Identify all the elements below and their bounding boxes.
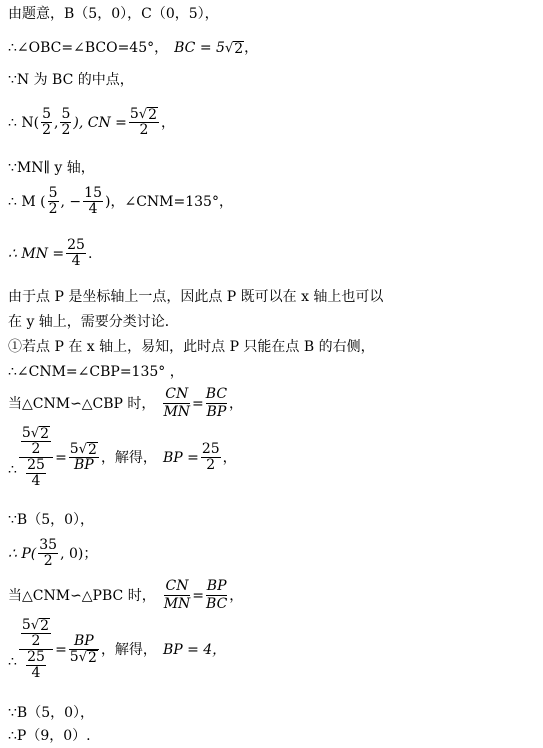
- fraction: BP BC: [206, 578, 228, 612]
- bc-length-label: BC = 5: [174, 40, 225, 56]
- point-n-label: ∴ N(: [8, 114, 40, 131]
- analysis-text-continued: 在 y 轴上，需要分类讨论．: [8, 314, 179, 330]
- fraction: BP 5 √ 2: [69, 633, 97, 666]
- fraction: $\frac{5}{2}$: [48, 185, 58, 217]
- fraction: 5 √ 2 BP: [69, 441, 97, 473]
- line-6: ∴ M ( $\frac{5}{2}$ , − $\frac{15}{4}$ )，∠CNM=135°，: [8, 185, 233, 217]
- line-11: [8, 362, 184, 382]
- line-12: 当△CNM∽△CBP 时， CN MN = BC BP ，: [8, 386, 244, 420]
- fraction: BC BP: [205, 386, 228, 420]
- fraction: $\frac{15}{4}$: [84, 185, 102, 217]
- line-14: [8, 510, 94, 530]
- line-1-text: 由题意，B（5，0），C（0，5），: [8, 6, 219, 22]
- line-2: ∴∠OBC=∠BCO=45°， BC = 5 √ 2 ，: [8, 40, 259, 57]
- line-7: ∴ MN = $\frac{25}{4}$ .: [8, 237, 93, 269]
- line-16: 当△CNM∽△PBC 时， CN MN = BP BC ，: [8, 578, 244, 612]
- line-15: ∴ P( $\frac{35}{2}$ , 0)；: [8, 537, 98, 569]
- fraction: CN MN: [163, 386, 191, 420]
- line-9: [8, 312, 179, 332]
- line-13: ∴ 5 √ 2 2 $\frac{25}{4}$ = 5 √ 2 BP ，解得， BP = $\frac{25}{2}$ ，: [8, 425, 237, 489]
- point-p-result: ∴ P(: [8, 545, 37, 562]
- fraction: $\frac{5}{2}$: [61, 106, 71, 138]
- case-one-heading: ①若点 P 在 x 轴上，易知，此时点 P 只能在点 B 的右侧，: [8, 339, 375, 355]
- line-8: [8, 287, 383, 307]
- compound-fraction: 5 √ 2 2 $\frac{25}{4}$: [19, 618, 53, 681]
- similar-case-two: 当△CNM∽△PBC 时，: [8, 587, 156, 604]
- line-1: [8, 4, 219, 24]
- sqrt-expression: √ 2: [224, 40, 244, 57]
- fraction: $\frac{5}{2}$: [42, 106, 51, 138]
- point-b-coords-repeat: ∵B（5，0），: [8, 705, 95, 721]
- fraction: CN MN: [163, 578, 191, 612]
- similar-case-one: 当△CNM∽△CBP 时，: [8, 395, 156, 412]
- line-5: [8, 158, 95, 178]
- compound-fraction: 5 √ 2 2 $\frac{25}{4}$: [19, 426, 53, 489]
- line-17: ∴ 5 √ 2 2 $\frac{25}{4}$ = BP 5 √ 2 ，解得， BP = 4，: [8, 617, 227, 681]
- point-b-coords: ∵B（5，0），: [8, 512, 95, 528]
- point-m-label: ∴ M (: [8, 193, 46, 210]
- line-18: [8, 703, 94, 723]
- midpoint-statement: ∵N 为 BC 的中点，: [8, 72, 134, 88]
- parallel-statement: ∵MN∥ y 轴，: [8, 160, 95, 176]
- fraction: 5 √ 2 2: [129, 106, 158, 138]
- angle-statement: ∴∠OBC=∠BCO=45°，: [8, 40, 169, 56]
- analysis-text: 由于点 P 是坐标轴上一点，因此点 P 既可以在 x 轴上也可以: [8, 289, 384, 305]
- line-10: [8, 337, 375, 357]
- fraction: $\frac{25}{2}$: [201, 441, 220, 473]
- line-3: [8, 70, 134, 90]
- mn-length-label: ∴ MN =: [8, 245, 65, 262]
- fraction: $\frac{35}{2}$: [39, 537, 58, 569]
- line-4: ∴ N( $\frac{5}{2}$ , $\frac{5}{2}$ ), CN = 5 √ 2 2 ，: [8, 106, 176, 138]
- final-point-p: ∴P（9，0）.: [8, 728, 91, 744]
- fraction: $\frac{25}{4}$: [67, 237, 85, 269]
- angle-equality: ∴∠CNM=∠CBP=135° ，: [8, 364, 184, 380]
- line-19: [8, 726, 91, 746]
